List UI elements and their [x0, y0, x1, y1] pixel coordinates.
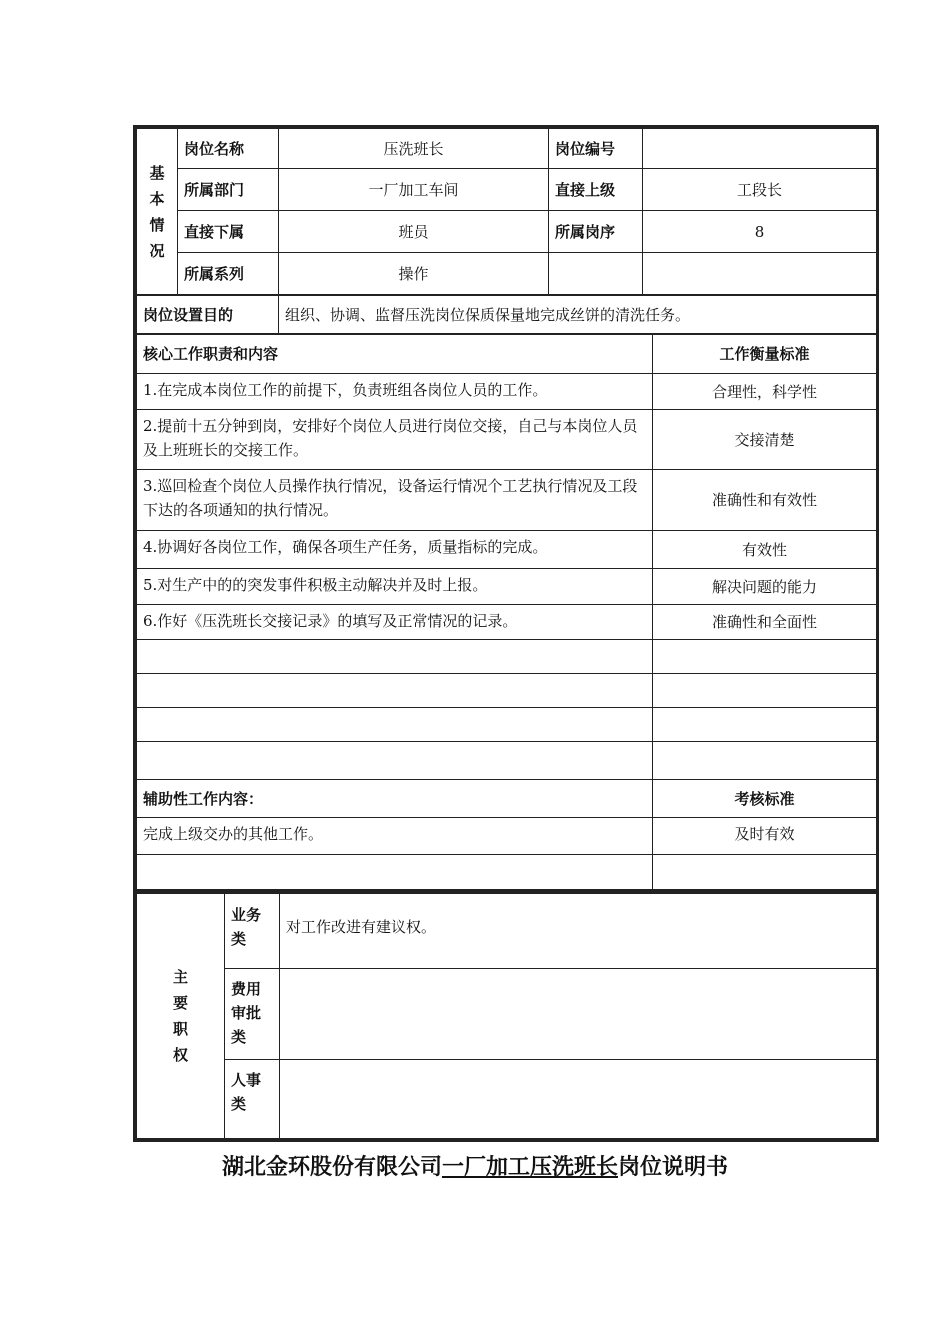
core-duty-item: 5.对生产中的的突发事件积极主动解决并及时上报。: [137, 569, 653, 605]
core-duties-table: [136, 334, 877, 894]
empty-duty-cell: [137, 674, 653, 708]
document-type: 岗位说明书: [618, 1155, 729, 1180]
position-rank-value: 8: [643, 211, 877, 253]
empty-standard-cell: [653, 640, 877, 674]
business-authority-value: 对工作改进有建议权。: [280, 893, 877, 969]
empty-standard-cell: [653, 674, 877, 708]
empty-standard-cell: [653, 708, 877, 742]
empty-duty-cell: [137, 855, 653, 894]
personnel-authority-value: [280, 1060, 877, 1139]
basic-info-table: [136, 128, 877, 295]
expense-authority-value: [280, 969, 877, 1060]
job-description-table: [133, 125, 879, 894]
position-rank-label: 所属岗序: [549, 211, 643, 253]
document-title: [0, 1150, 950, 1181]
business-authority-label: 业务类: [225, 893, 280, 969]
position-title-underlined: 一厂加工压洗班长: [441, 1155, 618, 1180]
authority-section-label: 主 要 职 权: [137, 893, 225, 1139]
empty-standard-cell: [653, 855, 877, 894]
position-number-value: [643, 129, 877, 169]
core-duty-item: 3.巡回检查个岗位人员操作执行情况，设备运行情况个工艺执行情况及工段下达的各项通知的执行情况。: [137, 470, 653, 531]
position-name-value: 压洗班长: [279, 129, 549, 169]
empty-duty-cell: [137, 742, 653, 780]
core-duty-item: 1.在完成本岗位工作的前提下，负责班组各岗位人员的工作。: [137, 374, 653, 410]
empty-duty-cell: [137, 640, 653, 674]
position-name-label: 岗位名称: [178, 129, 279, 169]
empty-label-cell: [549, 253, 643, 295]
core-duties-header: 核心工作职责和内容: [137, 335, 653, 374]
core-standard-header: 工作衡量标准: [653, 335, 877, 374]
direct-superior-label: 直接上级: [549, 169, 643, 211]
company-name: 湖北金环股份有限公司: [221, 1155, 442, 1180]
authority-table: [136, 892, 877, 1139]
core-duty-standard: 合理性，科学性: [653, 374, 877, 410]
series-label: 所属系列: [178, 253, 279, 295]
purpose-value: 组织、协调、监督压洗岗位保质保量地完成丝饼的清洗任务。: [279, 296, 877, 334]
core-duty-standard: 交接清楚: [653, 410, 877, 470]
direct-superior-value: 工段长: [643, 169, 877, 211]
department-value: 一厂加工车间: [279, 169, 549, 211]
core-duty-item: 4.协调好各岗位工作，确保各项生产任务，质量指标的完成。: [137, 531, 653, 569]
purpose-label: 岗位设置目的: [137, 296, 279, 334]
expense-authority-label: 费用审批类: [225, 969, 280, 1060]
department-label: 所属部门: [178, 169, 279, 211]
auxiliary-duties-header: 辅助性工作内容：: [137, 780, 653, 818]
empty-standard-cell: [653, 742, 877, 780]
core-duty-standard: 解决问题的能力: [653, 569, 877, 605]
direct-subordinate-value: 班员: [279, 211, 549, 253]
auxiliary-standard-header: 考核标准: [653, 780, 877, 818]
personnel-authority-label: 人事类: [225, 1060, 280, 1139]
empty-duty-cell: [137, 708, 653, 742]
core-duty-item: 2.提前十五分钟到岗，安排好个岗位人员进行岗位交接，自己与本岗位人员及上班班长的交接工作。: [137, 410, 653, 470]
direct-subordinate-label: 直接下属: [178, 211, 279, 253]
core-duty-standard: 有效性: [653, 531, 877, 569]
core-duty-standard: 准确性和全面性: [653, 605, 877, 640]
auxiliary-duty-item: 完成上级交办的其他工作。: [137, 818, 653, 855]
core-duty-item: 6.作好《压洗班长交接记录》的填写及正常情况的记录。: [137, 605, 653, 640]
basic-info-section-label: 基 本 情 况: [137, 129, 178, 295]
auxiliary-duty-standard: 及时有效: [653, 818, 877, 855]
purpose-table: [136, 295, 877, 334]
empty-value-cell: [643, 253, 877, 295]
core-duty-standard: 准确性和有效性: [653, 470, 877, 531]
series-value: 操作: [279, 253, 549, 295]
authority-table-wrapper: [133, 889, 879, 1142]
position-number-label: 岗位编号: [549, 129, 643, 169]
